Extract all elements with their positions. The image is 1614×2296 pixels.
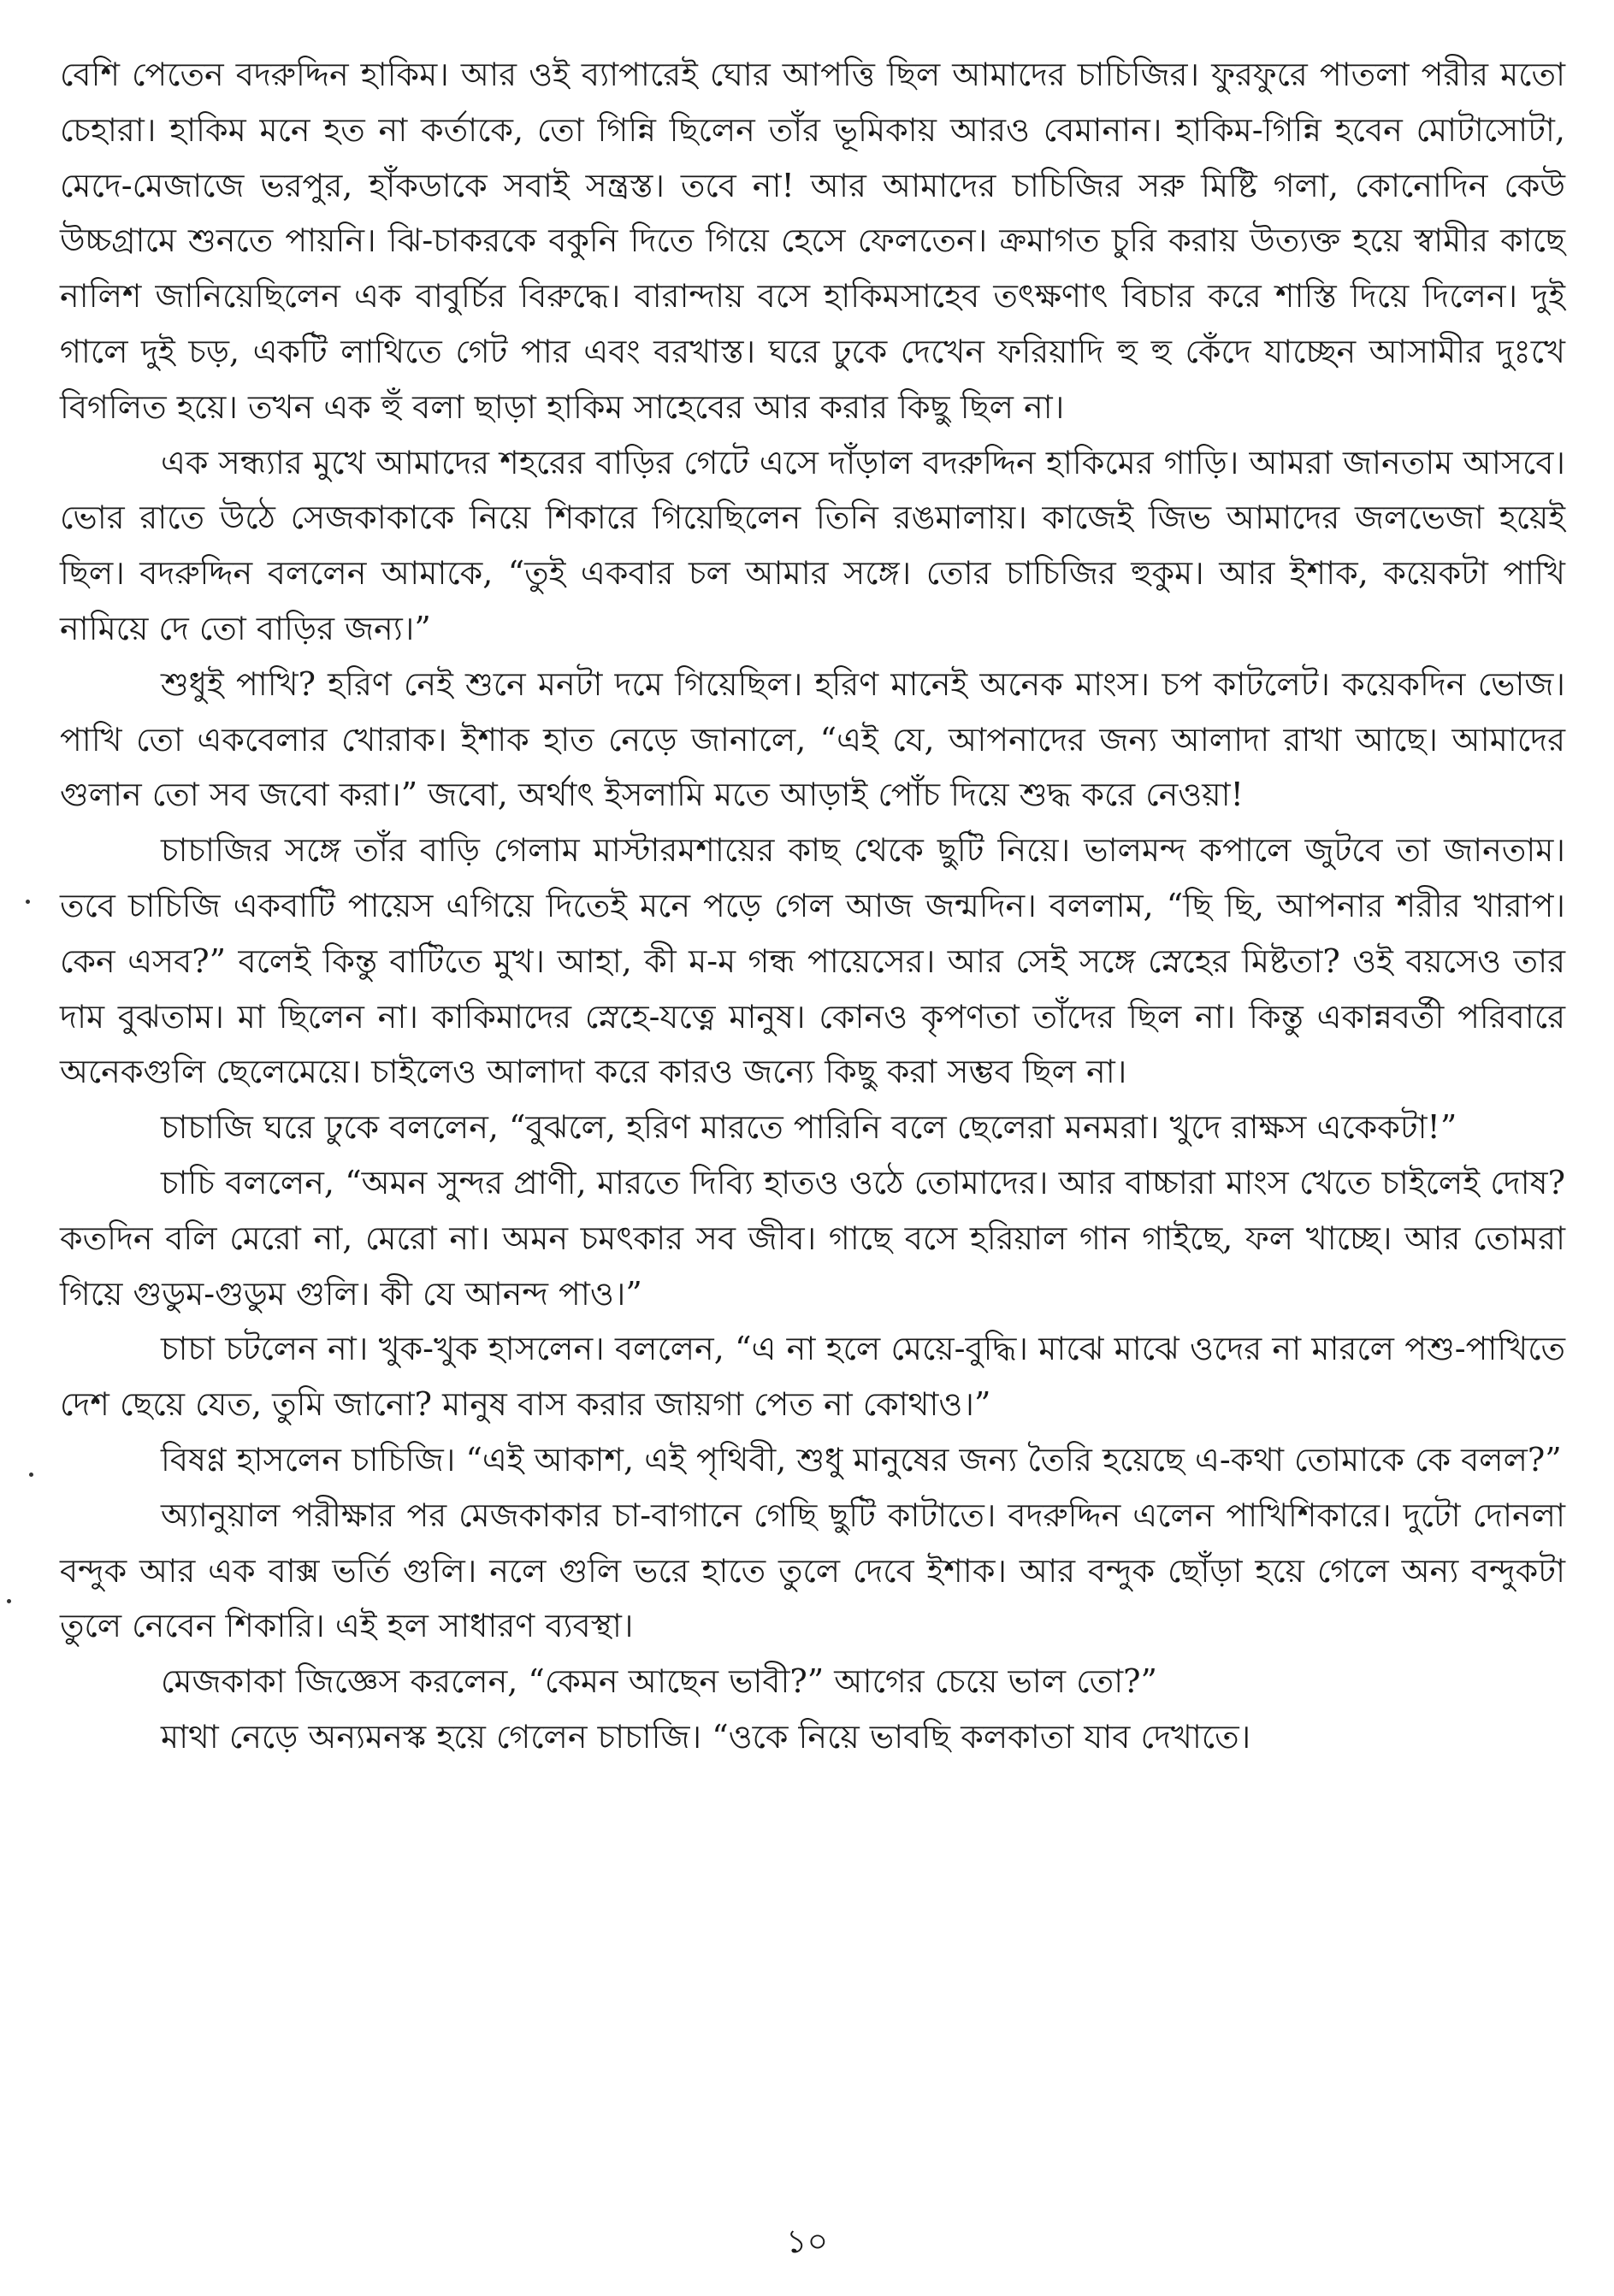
scan-speck: [26, 900, 30, 904]
body-text: [60, 47, 1565, 1765]
paragraph-3: শুধুই পাখি? হরিণ নেই শুনে মনটা দমে গিয়েছিল। হরিণ মানেই অনেক মাংস। চপ কাটলেট। কয়েকদিন ভোজ। পাখি তো একবেলার খোরাক। ইশাক হাত নেড়ে জানালে, “এই যে, আপনাদের জন্য আলাদা রাখা আছে। আমাদের গুলান তো সব জবো করা।” জবো, অর্থাৎ ইসলামি মতে আড়াই পোঁচ দিয়ে শুদ্ধ করে নেওয়া!: [60, 664, 1565, 814]
scan-speck: [7, 1599, 11, 1603]
page-number: ১০: [785, 2222, 829, 2260]
paragraph-9: অ্যানুয়াল পরীক্ষার পর মেজকাকার চা-বাগানে গেছি ছুটি কাটাতে। বদরুদ্দিন এলেন পাখিশিকারে। দুটো দোনলা বন্দুক আর এক বাক্স ভর্তি গুলি। নলে গুলি ভরে হাতে তুলে দেবে ইশাক। আর বন্দুক ছোঁড়া হয়ে গেলে অন্য বন্দুকটা তুলে নেবেন শিকারি। এই হল সাধারণ ব্যবস্থা।: [60, 1496, 1565, 1645]
paragraph-2: এক সন্ধ্যার মুখে আমাদের শহরের বাড়ির গেটে এসে দাঁড়াল বদরুদ্দিন হাকিমের গাড়ি। আমরা জানতাম আসবে। ভোর রাতে উঠে সেজকাকাকে নিয়ে শিকারে গিয়েছিলেন তিনি রঙমালায়। কাজেই জিভ আমাদের জলভেজা হয়েই ছিল। বদরুদ্দিন বললেন আমাকে, “তুই একবার চল আমার সঙ্গে। তোর চাচিজির হুকুম। আর ইশাক, কয়েকটা পাখি নামিয়ে দে তো বাড়ির জন্য।”: [60, 443, 1565, 647]
paragraph-7: চাচা চটলেন না। খুক-খুক হাসলেন। বললেন, “এ না হলে মেয়ে-বুদ্ধি। মাঝে মাঝে ওদের না মারলে পশু-পাখিতে দেশ ছেয়ে যেত, তুমি জানো? মানুষ বাস করার জায়গা পেত না কোথাও।”: [60, 1330, 1565, 1424]
paragraph-10: মেজকাকা জিজ্ঞেস করলেন, “কেমন আছেন ভাবী?” আগের চেয়ে ভাল তো?”: [161, 1662, 1157, 1701]
paragraph-6: চাচি বললেন, “অমন সুন্দর প্রাণী, মারতে দিব্যি হাতও ওঠে তোমাদের। আর বাচ্চারা মাংস খেতে চাইলেই দোষ? কতদিন বলি মেরো না, মেরো না। অমন চমৎকার সব জীব। গাছে বসে হরিয়াল গান গাইছে, ফল খাচ্ছে। আর তোমরা গিয়ে গুডুম-গুডুম গুলি। কী যে আনন্দ পাও।”: [60, 1163, 1565, 1313]
paragraph-4: চাচাজির সঙ্গে তাঁর বাড়ি গেলাম মাস্টারমশায়ের কাছ থেকে ছুটি নিয়ে। ভালমন্দ কপালে জুটবে তা জানতাম। তবে চাচিজি একবাটি পায়েস এগিয়ে দিতেই মনে পড়ে গেল আজ জন্মদিন। বললাম, “ছি ছি, আপনার শরীর খারাপ। কেন এসব?” বলেই কিন্তু বাটিতে মুখ। আহা, কী ম-ম গন্ধ পায়েসের। আর সেই সঙ্গে স্নেহের মিষ্টতা? ওই বয়সেও তার দাম বুঝতাম। মা ছিলেন না। কাকিমাদের স্নেহে-যত্নে মানুষ। কোনও কৃপণতা তাঁদের ছিল না। কিন্তু একান্নবর্তী পরিবারে অনেকগুলি ছেলেমেয়ে। চাইলেও আলাদা করে কারও জন্যে কিছু করা সম্ভব ছিল না।: [60, 831, 1565, 1091]
paragraph-1: বেশি পেতেন বদরুদ্দিন হাকিম। আর ওই ব্যাপারেই ঘোর আপত্তি ছিল আমাদের চাচিজির। ফুরফুরে পাতলা পরীর মতো চেহারা। হাকিম মনে হত না কর্তাকে, তো গিন্নি ছিলেন তাঁর ভূমিকায় আরও বেমানান। হাকিম-গিন্নি হবেন মোটাসোটা, মেদে-মেজাজে ভরপুর, হাঁকডাকে সবাই সন্ত্রস্ত। তবে না! আর আমাদের চাচিজির সরু মিষ্টি গলা, কোনোদিন কেউ উচ্চগ্রামে শুনতে পায়নি। ঝি-চাকরকে বকুনি দিতে গিয়ে হেসে ফেলতেন। ক্রমাগত চুরি করায় উত্যক্ত হয়ে স্বামীর কাছে নালিশ জানিয়েছিলেন এক বাবুর্চির বিরুদ্ধে। বারান্দায় বসে হাকিমসাহেব তৎক্ষণাৎ বিচার করে শাস্তি দিয়ে দিলেন। দুই গালে দুই চড়, একটি লাথিতে গেট পার এবং বরখাস্ত। ঘরে ঢুকে দেখেন ফরিয়াদি হু হু কেঁদে যাচ্ছেন আসামীর দুঃখে বিগলিত হয়ে। তখন এক হুঁ বলা ছাড়া হাকিম সাহেবের আর করার কিছু ছিল না।: [60, 56, 1565, 426]
paragraph-8: বিষণ্ণ হাসলেন চাচিজি। “এই আকাশ, এই পৃথিবী, শুধু মানুষের জন্য তৈরি হয়েছে এ-কথা তোমাকে কে বলল?”: [161, 1440, 1562, 1479]
scan-speck: [29, 1473, 33, 1477]
paragraph-5: চাচাজি ঘরে ঢুকে বললেন, “বুঝলে, হরিণ মারতে পারিনি বলে ছেলেরা মনমরা। খুদে রাক্ষস একেকটা!”: [161, 1108, 1457, 1147]
paragraph-11: মাথা নেড়ে অন্যমনস্ক হয়ে গেলেন চাচাজি। “ওকে নিয়ে ভাবছি কলকাতা যাব দেখাতে।: [161, 1717, 1251, 1756]
